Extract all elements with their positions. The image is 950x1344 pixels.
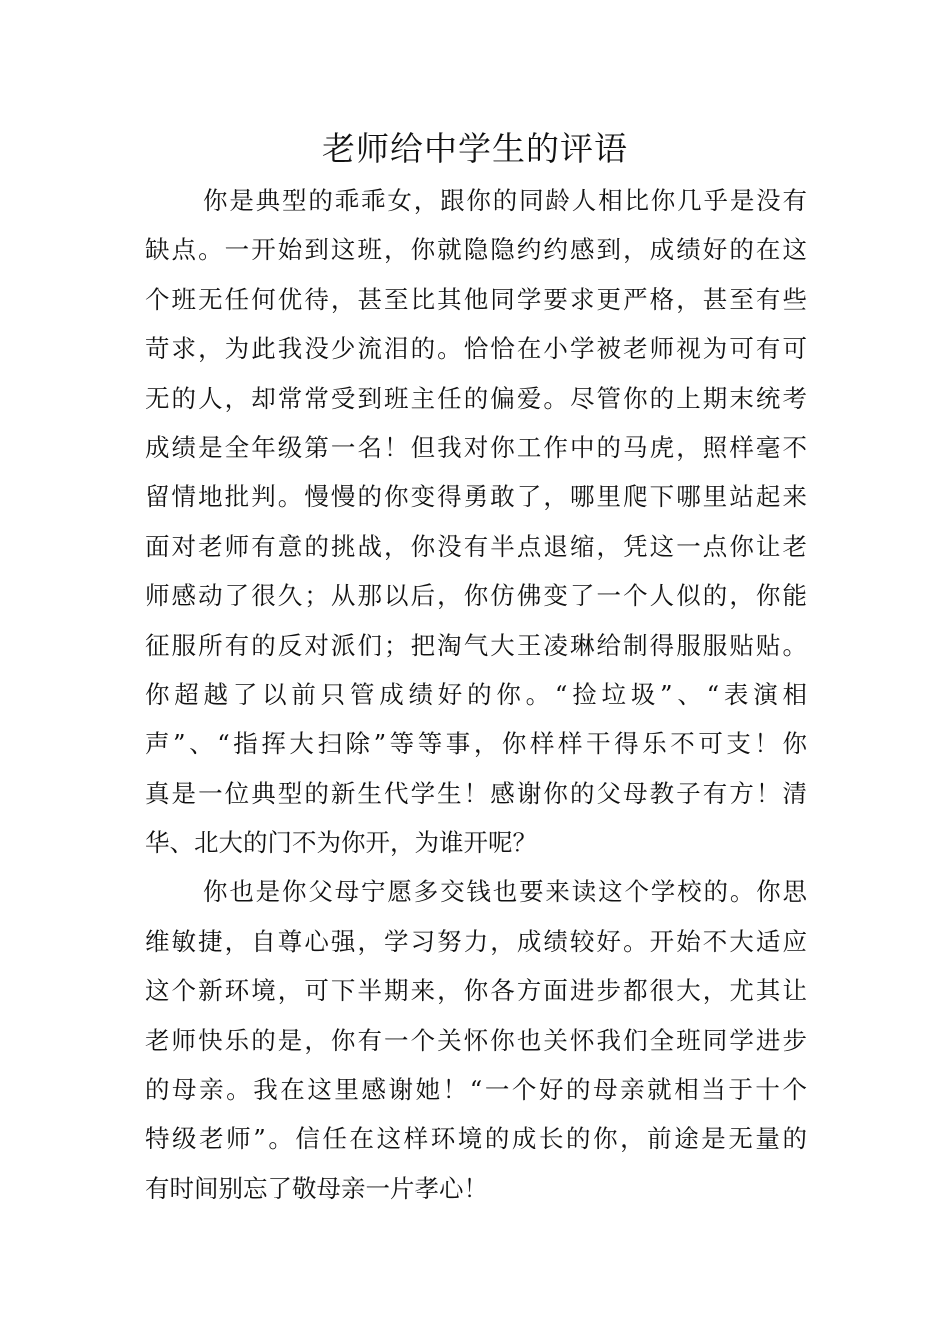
text-line: 真是一位典型的新生代学生！感谢你的父母教子有方！清 xyxy=(145,778,807,808)
text-line: 无的人，却常常受到班主任的偏爱。尽管你的上期末统考 xyxy=(145,383,807,413)
paragraph-2 xyxy=(145,867,807,1213)
text-line: 声”、“指挥大扫除”等等事，你样样干得乐不可支！你 xyxy=(145,729,807,759)
text-line: 有时间别忘了敬母亲一片孝心！ xyxy=(145,1173,488,1203)
text-line: 这个新环境，可下半期来，你各方面进步都很大，尤其让 xyxy=(145,976,807,1006)
text-line: 苛求，为此我没少流泪的。恰恰在小学被老师视为可有可 xyxy=(145,334,807,364)
text-line: 征服所有的反对派们；把淘气大王凌琳给制得服服贴贴。 xyxy=(145,630,807,660)
text-line: 个班无任何优待，甚至比其他同学要求更严格，甚至有些 xyxy=(145,284,807,314)
text-line: 的母亲。我在这里感谢她！“一个好的母亲就相当于十个 xyxy=(145,1075,807,1105)
text-line: 老师快乐的是，你有一个关怀你也关怀我们全班同学进步 xyxy=(145,1025,807,1055)
document-title: 老师给中学生的评语 xyxy=(322,129,628,168)
text-line: 你是典型的乖乖女，跟你的同龄人相比你几乎是没有 xyxy=(203,186,807,215)
text-line: 留情地批判。慢慢的你变得勇敢了，哪里爬下哪里站起来 xyxy=(145,482,807,512)
text-line: 缺点。一开始到这班，你就隐隐约约感到，成绩好的在这 xyxy=(145,235,807,265)
document-body xyxy=(145,176,807,1213)
text-line: 特级老师”。信任在这样环境的成长的你，前途是无量的 xyxy=(145,1124,807,1154)
text-line: 维敏捷，自尊心强，学习努力，成绩较好。开始不大适应 xyxy=(145,926,807,956)
paragraph-1 xyxy=(145,176,807,867)
text-line: 你也是你父母宁愿多交钱也要来读这个学校的。你思 xyxy=(203,877,807,907)
text-line: 师感动了很久；从那以后，你仿佛变了一个人似的，你能 xyxy=(145,581,807,611)
text-line: 你超越了以前只管成绩好的你。“捡垃圾”、“表演相 xyxy=(145,679,807,709)
text-line: 面对老师有意的挑战，你没有半点退缩，凭这一点你让老 xyxy=(145,531,807,561)
text-line: 成绩是全年级第一名！但我对你工作中的马虎，照样毫不 xyxy=(145,432,807,462)
text-line: 华、北大的门不为你开，为谁开呢？ xyxy=(145,828,537,858)
